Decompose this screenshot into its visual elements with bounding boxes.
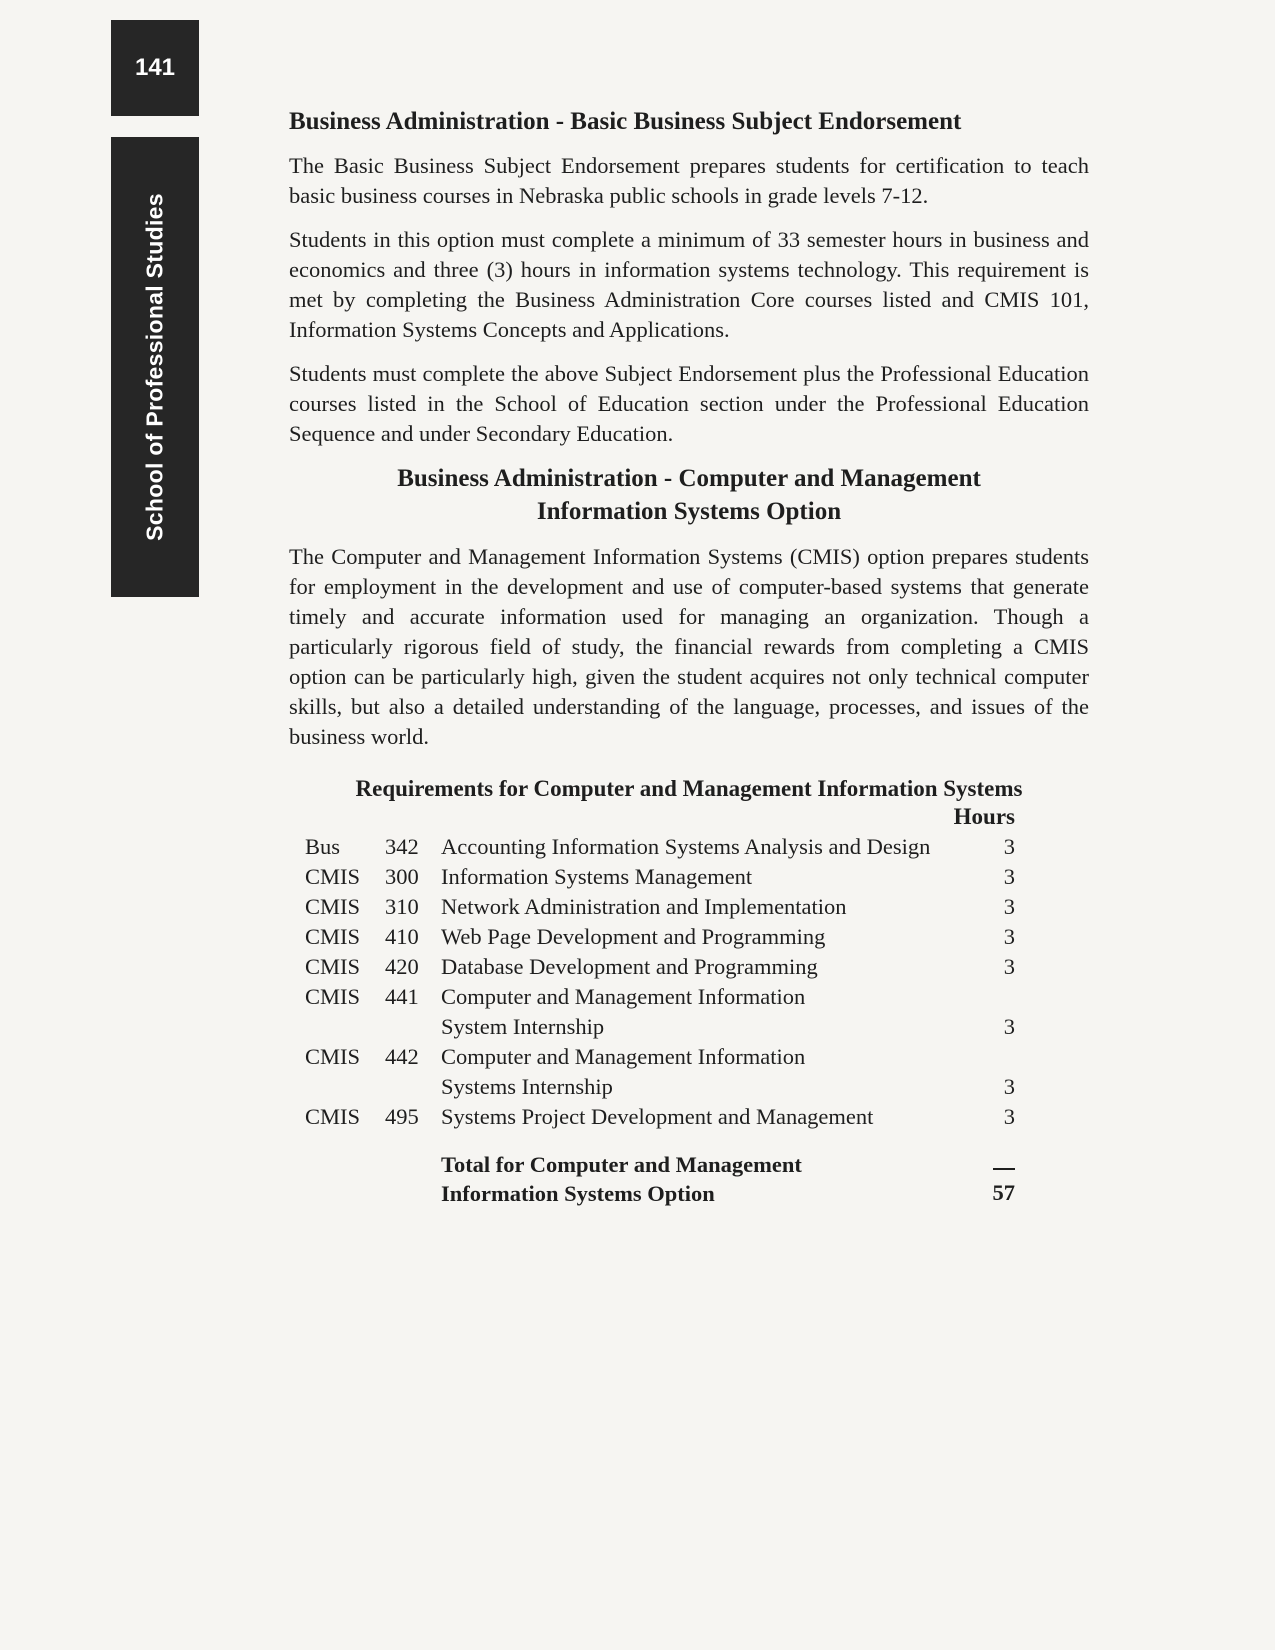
hours-header: Hours: [953, 804, 1015, 830]
course-subject: CMIS: [305, 1104, 361, 1130]
endorsement-heading: Business Administration - Basic Business Subject Endorsement: [289, 108, 962, 135]
course-number: 441: [385, 984, 419, 1010]
page-content: [289, 106, 1089, 1208]
course-number: 310: [385, 894, 419, 920]
course-subject: CMIS: [305, 894, 361, 920]
course-subject: CMIS: [305, 864, 361, 890]
total-hours: 57: [993, 1168, 1016, 1204]
total-row: [305, 1132, 1015, 1208]
section-tab: [111, 137, 199, 597]
endorsement-paragraph-1: The Basic Business Subject Endorsement prepares students for certification to teach basic business courses in Nebraska public schools in grade levels 7-12.: [289, 153, 1089, 209]
total-label-line1: Total for Computer and Management: [441, 1152, 802, 1178]
course-hours: 3: [1003, 924, 1015, 950]
course-number: 495: [385, 1104, 419, 1130]
course-title: Computer and Management Information Systems Internship: [441, 1044, 806, 1100]
course-number: 442: [385, 1044, 419, 1070]
table-row: [305, 1102, 1015, 1132]
cmis-heading: [289, 463, 1089, 528]
requirements-header-row: [305, 802, 1015, 832]
course-subject: CMIS: [305, 1044, 361, 1070]
course-number: 300: [385, 864, 419, 890]
course-number: 420: [385, 954, 419, 980]
endorsement-paragraph-3: Students must complete the above Subject Endorsement plus the Professional Education courses listed in the School of Education section under the Professional Education Sequence and under Secondary Education.: [289, 361, 1089, 447]
course-subject: CMIS: [305, 924, 361, 950]
table-row: [305, 922, 1015, 952]
course-subject: Bus: [305, 834, 341, 860]
page-number-tab: [111, 20, 199, 116]
section-label: School of Professional Studies: [141, 193, 168, 541]
table-row: [305, 832, 1015, 862]
course-hours: 3: [1003, 834, 1015, 860]
course-subject: CMIS: [305, 954, 361, 980]
course-hours: 3: [1003, 1104, 1015, 1130]
table-row: [305, 982, 1015, 1042]
course-number: 342: [385, 834, 419, 860]
course-hours: 3: [1003, 1074, 1015, 1100]
course-title: Database Development and Programming: [441, 954, 818, 980]
cmis-paragraph: The Computer and Management Information Systems (CMIS) option prepares students for employment in the development and use of computer-based systems that generate timely and accurate information used for managing an organization. Though a particularly rigorous field of study, the financial rewards from completing a CMIS option can be particularly high, given the student acquires not only technical computer skills, but also a detailed understanding of the language, processes, and issues of the business world.: [289, 544, 1089, 750]
course-title: Web Page Development and Programming: [441, 924, 826, 950]
course-subject: CMIS: [305, 984, 361, 1010]
course-hours: 3: [1003, 1014, 1015, 1040]
cmis-heading-line2: Information Systems Option: [536, 497, 842, 525]
table-row: [305, 1042, 1015, 1102]
course-number: 410: [385, 924, 419, 950]
page-number: 141: [134, 54, 176, 81]
course-hours: 3: [1003, 894, 1015, 920]
total-label-line2: Information Systems Option: [441, 1181, 715, 1207]
course-title: Accounting Information Systems Analysis and Design: [441, 834, 931, 860]
course-title: Systems Project Development and Management: [441, 1104, 874, 1130]
total-label: [441, 1132, 954, 1208]
course-hours: 3: [1003, 864, 1015, 890]
requirements-table: [305, 802, 1015, 1208]
course-title: Computer and Management Information System Internship: [441, 984, 806, 1040]
cmis-heading-line1: Business Administration - Computer and Management: [397, 465, 981, 493]
course-hours: 3: [1003, 954, 1015, 980]
table-row: [305, 952, 1015, 982]
course-title: Network Administration and Implementation: [441, 894, 847, 920]
table-row: [305, 892, 1015, 922]
endorsement-paragraph-2: Students in this option must complete a minimum of 33 semester hours in business and economics and three (3) hours in information systems technology. This requirement is met by completing the Business Administration Core courses listed and CMIS 101, Information Systems Concepts and Applications.: [289, 227, 1089, 343]
requirements-title: Requirements for Computer and Management Information Systems: [355, 776, 1023, 802]
table-row: [305, 862, 1015, 892]
course-title: Information Systems Management: [441, 864, 753, 890]
